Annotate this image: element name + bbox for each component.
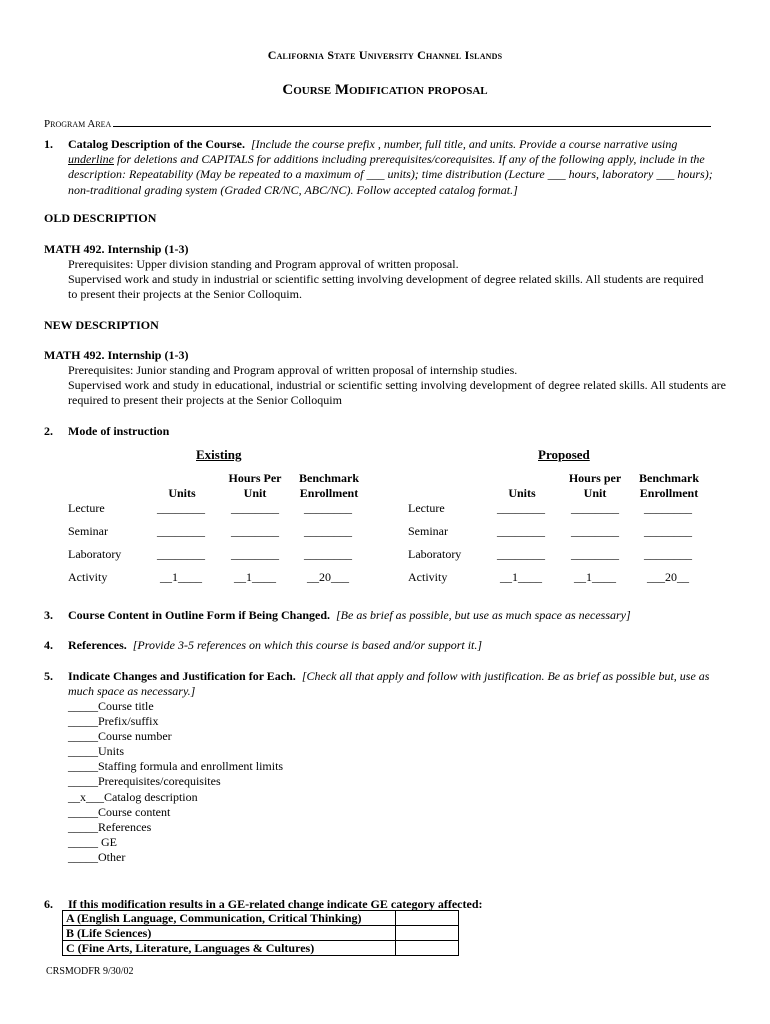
- ge-row-a: [63, 911, 459, 926]
- check-prefix-suffix[interactable]: _____Prefix/suffix: [68, 714, 159, 729]
- ge-row-b: [63, 926, 459, 941]
- section-1-instr-underline: underline: [68, 152, 114, 167]
- program-area-line[interactable]: [113, 116, 711, 127]
- section-3-title: Course Content in Outline Form if Being Changed.: [68, 608, 331, 622]
- proposed-activity-bench[interactable]: ___20__: [647, 570, 689, 584]
- proposed-row-activity-label: Activity: [408, 570, 448, 584]
- proposed-lecture-bench[interactable]: ________: [644, 501, 692, 515]
- ge-category-b: B (Life Sciences): [63, 926, 396, 941]
- section-1-number: 1.: [44, 137, 53, 151]
- proposed-seminar-units[interactable]: ________: [497, 524, 545, 538]
- new-prereq: Prerequisites: Junior standing and Program approval of written proposal of internship studies.: [68, 363, 518, 377]
- existing-activity-bench[interactable]: __20___: [307, 570, 349, 584]
- existing-bench-header: Benchmark Enrollment: [299, 471, 359, 500]
- program-area-label: Program Area: [44, 118, 112, 130]
- section-3-text: [68, 608, 726, 623]
- existing-activity-units[interactable]: __1____: [160, 570, 202, 584]
- proposed-row-laboratory-label: Laboratory: [408, 547, 462, 561]
- proposed-label: Proposed: [538, 447, 590, 462]
- proposed-laboratory-units[interactable]: ________: [497, 547, 545, 561]
- new-course-title: MATH 492. Internship (1-3): [44, 348, 189, 362]
- section-4-instr: [Provide 3-5 references on which this course is based and/or support it.]: [132, 638, 483, 652]
- new-description-heading: NEW DESCRIPTION: [44, 318, 159, 332]
- proposed-laboratory-bench[interactable]: ________: [644, 547, 692, 561]
- section-2-number: 2.: [44, 424, 53, 438]
- old-prereq: Prerequisites: Upper division standing and Program approval of written proposal.: [68, 257, 459, 271]
- existing-row-activity-label: Activity: [68, 570, 108, 584]
- section-5-number: 5.: [44, 669, 53, 683]
- new-desc: Supervised work and study in educational, industrial or scientific setting involving development of degree related skills. All students are required to present their projects at the Senior Colloquim: [68, 378, 726, 408]
- existing-label: Existing: [196, 447, 242, 462]
- check-staffing[interactable]: _____Staffing formula and enrollment limits: [68, 759, 284, 774]
- ge-category-table: [62, 910, 459, 956]
- existing-seminar-bench[interactable]: ________: [304, 524, 352, 538]
- check-course-title[interactable]: _____Course title: [68, 699, 154, 713]
- ge-category-b-field[interactable]: [396, 926, 459, 941]
- section-1-text: [68, 137, 726, 198]
- existing-seminar-hours[interactable]: ________: [231, 524, 279, 538]
- check-references[interactable]: _____References: [68, 819, 152, 834]
- existing-lecture-bench[interactable]: ________: [304, 501, 352, 515]
- proposed-bench-header: Benchmark Enrollment: [639, 471, 699, 500]
- proposed-activity-hours[interactable]: __1____: [574, 570, 616, 584]
- section-3-number: 3.: [44, 608, 53, 622]
- proposed-hours-header: Hours per Unit: [568, 471, 622, 500]
- proposed-laboratory-hours[interactable]: ________: [571, 547, 619, 561]
- existing-hours-header: Hours Per Unit: [228, 471, 282, 500]
- existing-row-laboratory-label: Laboratory: [68, 547, 122, 561]
- change-checklist: [68, 699, 283, 865]
- existing-row-seminar-label: Seminar: [68, 524, 108, 538]
- check-ge[interactable]: _____ GE: [68, 834, 117, 849]
- existing-activity-hours[interactable]: __1____: [234, 570, 276, 584]
- old-desc: Supervised work and study in industrial or scientific setting involving development of degree related skills. All students are required to present their projects at the Senior Colloquim.: [68, 272, 704, 302]
- proposed-row-seminar-label: Seminar: [408, 524, 448, 538]
- existing-lecture-hours[interactable]: ________: [231, 501, 279, 515]
- ge-category-a-field[interactable]: [396, 911, 459, 926]
- existing-laboratory-bench[interactable]: ________: [304, 547, 352, 561]
- check-prerequisites[interactable]: _____Prerequisites/corequisites: [68, 774, 221, 789]
- old-description-heading: OLD DESCRIPTION: [44, 211, 157, 225]
- proposed-lecture-hours[interactable]: ________: [571, 501, 619, 515]
- section-5-text: [68, 669, 726, 699]
- form-title: Course Modification proposal: [282, 82, 488, 98]
- existing-laboratory-hours[interactable]: ________: [231, 547, 279, 561]
- section-5-title: Indicate Changes and Justification for Each.: [68, 669, 296, 683]
- check-catalog-description[interactable]: __x___Catalog description: [68, 789, 198, 804]
- old-course-title: MATH 492. Internship (1-3): [44, 242, 189, 256]
- proposed-units-header: Units: [508, 486, 536, 500]
- existing-lecture-units[interactable]: ________: [157, 501, 205, 515]
- proposed-lecture-units[interactable]: ________: [497, 501, 545, 515]
- existing-seminar-units[interactable]: ________: [157, 524, 205, 538]
- section-1-instr-a: [Include the course prefix , number, full title, and units. Provide a course narrative using: [250, 137, 678, 151]
- section-2-title: Mode of instruction: [68, 424, 170, 438]
- proposed-row-lecture-label: Lecture: [408, 501, 445, 515]
- proposed-seminar-bench[interactable]: ________: [644, 524, 692, 538]
- form-code: CRSMODFR 9/30/02: [46, 966, 134, 977]
- ge-row-c: [63, 941, 459, 956]
- ge-category-a: A (English Language, Communication, Critical Thinking): [63, 911, 396, 926]
- section-1-instr-b: for deletions and CAPITALS for additions including prerequisites/corequisites. If any of the following apply, include in the description: Repeatability (May be repeated to a maximum of ___ units); time distribution (Lecture ___ hours, laboratory ___ hours); non-traditional grading system (Graded CR/NC, ABC/NC). Follow accepted catalog format.]: [68, 152, 713, 197]
- existing-laboratory-units[interactable]: ________: [157, 547, 205, 561]
- section-6-number: 6.: [44, 897, 53, 911]
- check-course-content[interactable]: _____Course content: [68, 804, 171, 819]
- check-course-number[interactable]: _____Course number: [68, 729, 172, 744]
- ge-category-c: C (Fine Arts, Literature, Languages & Cultures): [63, 941, 396, 956]
- section-4-title: References.: [68, 638, 127, 652]
- section-4-text: [68, 638, 726, 653]
- proposed-activity-units[interactable]: __1____: [500, 570, 542, 584]
- section-5-instr: [Check all that apply and follow with justification. Be as brief as possible but, use as much space as necessary.]: [68, 669, 710, 699]
- existing-row-lecture-label: Lecture: [68, 501, 105, 515]
- program-area-field[interactable]: [44, 116, 726, 130]
- university-name: California State University Channel Islands: [267, 48, 503, 62]
- section-6-title: If this modification results in a GE-related change indicate GE category affected:: [68, 897, 483, 911]
- check-other[interactable]: _____Other: [68, 849, 126, 864]
- section-1-title: Catalog Description of the Course.: [68, 137, 245, 151]
- ge-category-c-field[interactable]: [396, 941, 459, 956]
- check-units[interactable]: _____Units: [68, 744, 125, 759]
- section-4-number: 4.: [44, 638, 53, 652]
- section-3-instr: [Be as brief as possible, but use as much space as necessary]: [336, 608, 631, 622]
- existing-units-header: Units: [168, 486, 196, 500]
- proposed-seminar-hours[interactable]: ________: [571, 524, 619, 538]
